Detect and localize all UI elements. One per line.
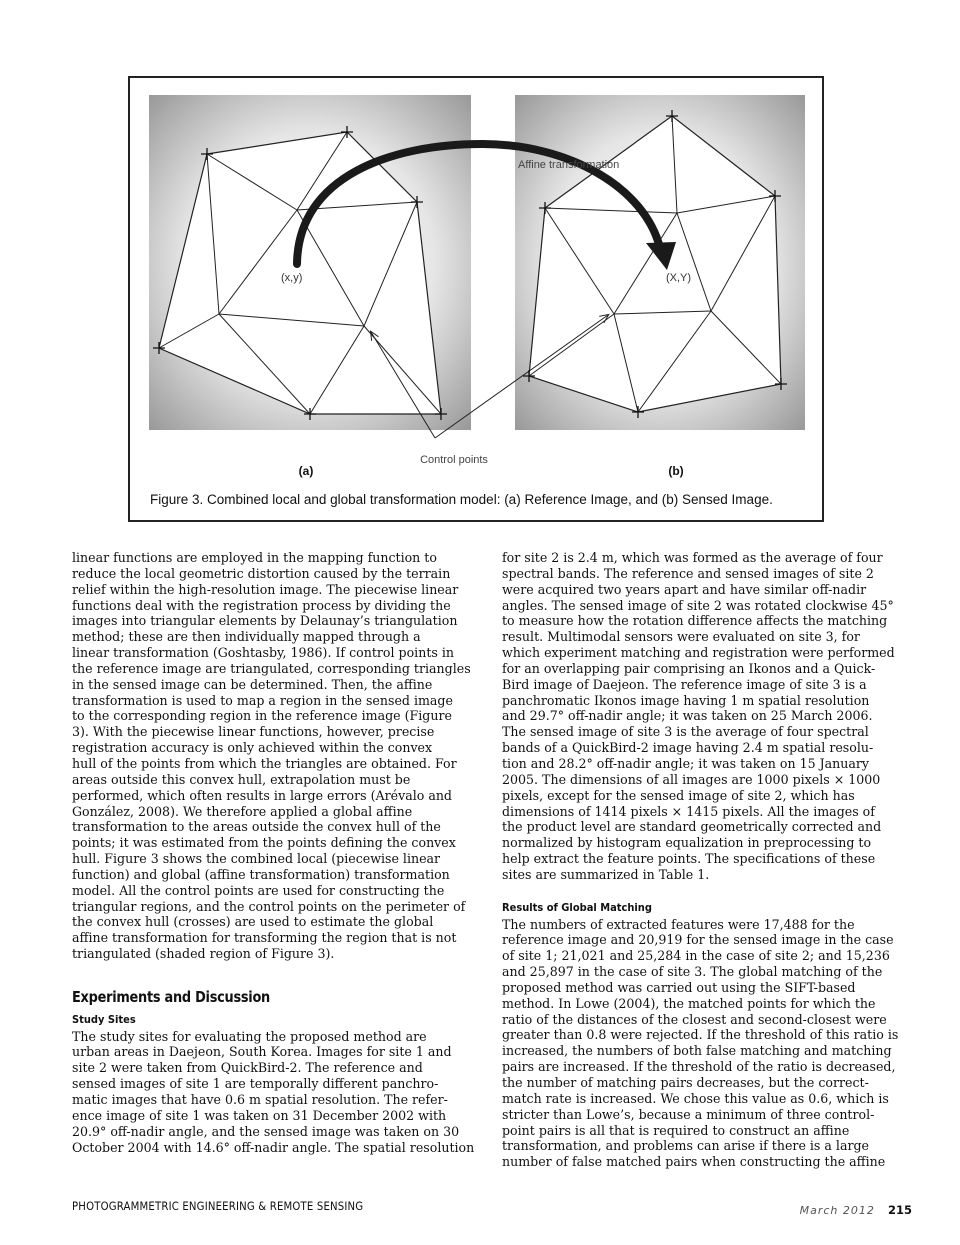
point-b-label: (X,Y) [666,272,692,284]
text-line: increased, the numbers of both false matching and matching [502,1043,892,1059]
text-line: transformation to the areas outside the convex hull of the [72,819,441,835]
text-line: reduce the local geometric distortion caused by the terrain [72,565,451,581]
text-line: result. Multimodal sensors were evaluated on site 3, for [502,629,860,645]
text-line: stricter than Lowe’s, because a minimum of three control- [502,1106,875,1122]
right-column [502,550,912,1170]
panel-a-label: (a) [298,464,314,478]
text-line: González, 2008). We therefore applied a global affine [72,803,413,819]
text-line: number of false matched pairs when constructing the affine [502,1154,886,1170]
text-line: The numbers of extracted features were 17,488 for the [502,916,855,932]
text-line: hull. Figure 3 shows the combined local (piecewise linear [72,851,441,867]
text-line: registration accuracy is only achieved within the convex [72,740,433,756]
text-line: match rate is increased. We chose this value as 0.6, which is [502,1090,889,1106]
figure-3-diagram [130,78,822,520]
issue-date: March 2012 [799,1204,875,1217]
text-line: the number of matching pairs decreases, but the correct- [502,1075,869,1090]
left-column [72,550,475,1155]
text-line: ence image of site 1 was taken on 31 December 2002 with [72,1107,447,1123]
text-line: point pairs is all that is required to construct an affine [502,1122,850,1138]
text-line: greater than 0.8 were rejected. If the threshold of this ratio is [502,1027,899,1043]
text-line: transformation, and problems can arise if there is a large [502,1138,869,1154]
text-line: for an overlapping pair comprising an Ikonos and a Quick- [502,660,876,676]
text-line: the convex hull (crosses) are used to estimate the global [72,914,434,930]
text-line: October 2004 with 14.6° off-nadir angle. The spatial resolution [72,1139,475,1155]
text-line: hull of the points from which the triangles are obtained. For [72,755,457,771]
text-line: method; these are then individually mapped through a [72,629,421,645]
text-line: in the sensed image can be determined. Then, the affine [72,676,433,692]
text-line: of site 1; 21,021 and 25,284 in the case of site 2; and 15,236 [502,948,890,964]
text-line: function) and global (affine transformation) transformation [72,866,450,882]
affine-transformation-label: Affine transformation [518,159,620,171]
text-line: linear transformation (Goshtasby, 1986). If control points in [72,645,454,661]
text-line: dimensions of 1414 pixels × 1415 pixels. All the images of [502,803,875,819]
journal-name: PHOTOGRAMMETRIC ENGINEERING & REMOTE SENSING [72,1199,364,1213]
text-line: sites are summarized in Table 1. [502,866,710,882]
text-line: transformation is used to map a region in the sensed image [72,692,453,708]
text-line: panchromatic Ikonos image having 1 m spatial resolution [502,692,870,708]
page-footer [72,1199,912,1217]
text-line: pairs are increased. If the threshold of the ratio is decreased, [502,1059,896,1075]
text-line: sensed images of site 1 are temporally different panchro- [72,1076,439,1092]
text-line: Bird image of Daejeon. The reference image of site 3 is a [502,676,867,692]
text-line: triangulated (shaded region of Figure 3). [72,946,335,962]
text-line: angles. The sensed image of site 2 was rotated clockwise 45° [502,597,894,613]
figure-caption: Figure 3. Combined local and global transformation model: (a) Reference Image, and (b) Sensed Image. [150,492,773,507]
text-line: to the corresponding region in the reference image (Figure [72,708,452,724]
text-line: bands of a QuickBird-2 image having 2.4 m spatial resolu- [502,740,874,756]
text-line: tion and 28.2° off-nadir angle; it was taken on 15 January [502,755,870,771]
subsection-heading: Study Sites [72,1012,136,1026]
text-line: model. All the control points are used for constructing the [72,882,445,898]
page-number: 215 [887,1203,912,1217]
body-paragraph [502,550,912,883]
text-line: 3). With the piecewise linear functions, however, precise [72,724,435,740]
text-line: linear functions are employed in the mapping function to [72,550,437,565]
text-line: areas outside this convex hull, extrapolation must be [72,771,411,787]
text-line: 2005. The dimensions of all images are 1000 pixels × 1000 [502,771,881,787]
text-line: method. In Lowe (2004), the matched points for which the [502,995,876,1011]
text-line: which experiment matching and registration were performed [502,645,895,661]
text-line: urban areas in Daejeon, South Korea. Images for site 1 and [72,1044,452,1060]
text-line: 20.9° off-nadir angle, and the sensed image was taken on 30 [72,1123,460,1139]
footer-right [800,1199,912,1218]
subsection-heading: Results of Global Matching [502,900,652,914]
text-line: proposed method was carried out using the SIFT-based [502,979,856,995]
text-line: triangular regions, and the control points on the perimeter of [72,898,466,914]
body-paragraph [72,550,471,962]
section-heading: Experiments and Discussion [72,987,270,1006]
text-line: relief within the high-resolution image. The piecewise linear [72,581,459,597]
text-line: the reference image are triangulated, corresponding triangles [72,660,471,676]
text-line: affine transformation for transforming the region that is not [72,930,457,946]
text-line: spectral bands. The reference and sensed images of site 2 [502,565,874,581]
text-line: the product level are standard geometrically corrected and [502,819,882,835]
text-line: site 2 were taken from QuickBird-2. The reference and [72,1060,423,1076]
text-line: to measure how the rotation difference affects the matching [502,613,888,629]
text-line: ratio of the distances of the closest and second-closest were [502,1011,887,1027]
text-line: for site 2 is 2.4 m, which was formed as the average of four [502,550,883,565]
control-points-label: Control points [420,454,488,466]
text-line: pixels, except for the sensed image of site 2, which has [502,787,855,803]
text-line: The sensed image of site 3 is the average of four spectral [502,724,869,740]
body-paragraph [72,1028,475,1156]
text-line: The study sites for evaluating the proposed method are [72,1028,427,1044]
text-line: and 29.7° off-nadir angle; it was taken on 25 March 2006. [502,708,873,724]
text-line: points; it was estimated from the points defining the convex [72,835,456,851]
point-a-label: (x,y) [281,272,303,284]
text-line: images into triangular elements by Delaunay’s triangulation [72,613,458,629]
text-line: help extract the feature points. The specifications of these [502,851,876,867]
text-line: normalized by histogram equalization in preprocessing to [502,835,872,851]
figure-3 [128,76,824,522]
text-line: were acquired two years apart and have similar off-nadir [502,581,867,597]
panel-b-label: (b) [668,464,684,478]
text-line: reference image and 20,919 for the sensed image in the case [502,932,894,948]
text-line: matic images that have 0.6 m spatial resolution. The refer- [72,1092,448,1107]
text-line: and 25,897 in the case of site 3. The global matching of the [502,964,883,980]
text-line: performed, which often results in large errors (Arévalo and [72,787,452,803]
text-line: functions deal with the registration process by dividing the [72,597,451,613]
body-paragraph [502,917,912,1171]
